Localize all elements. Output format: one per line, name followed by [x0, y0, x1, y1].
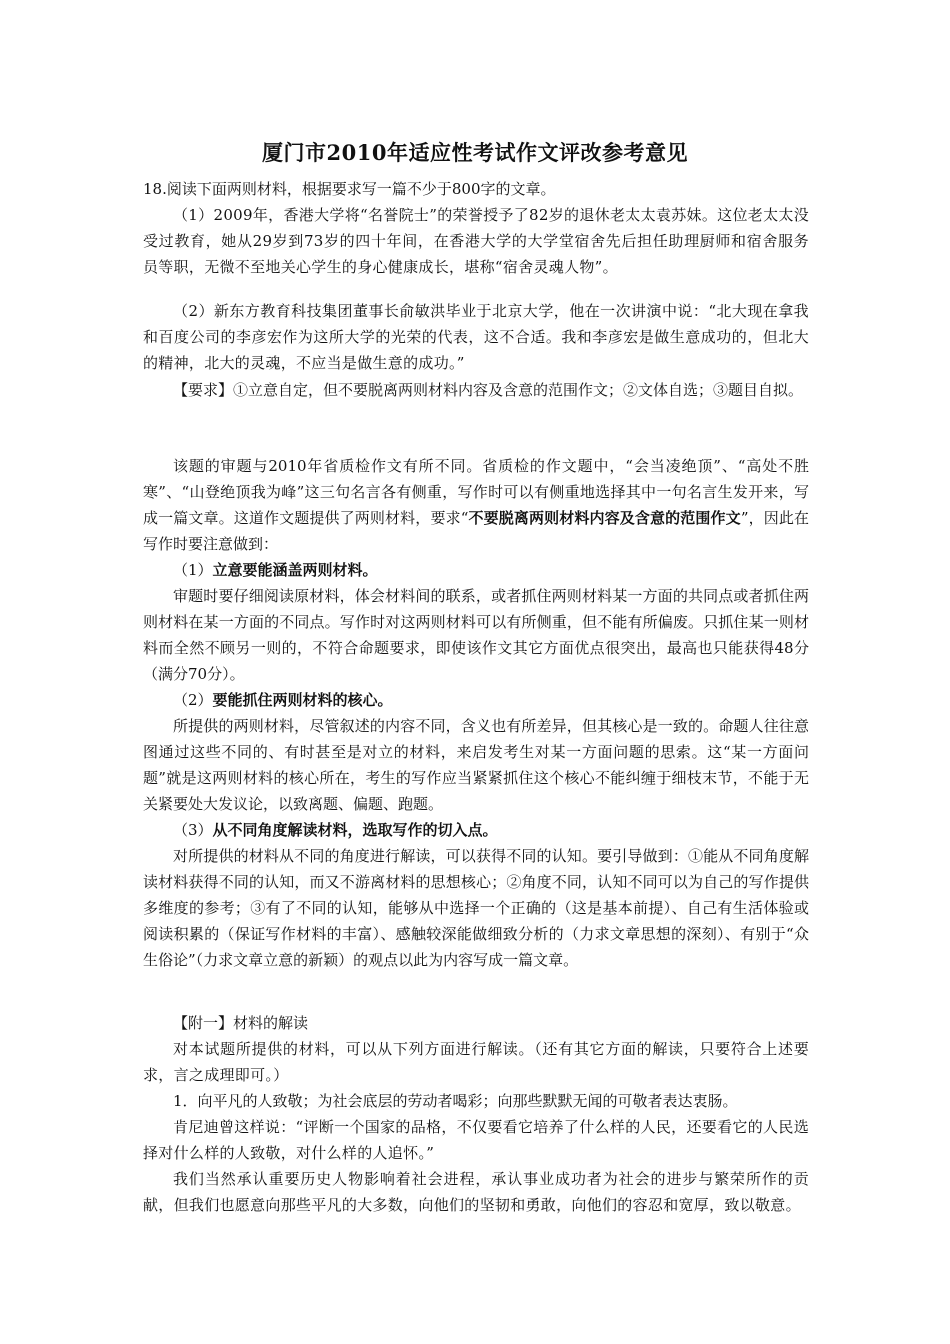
- point-2-number: （2）: [173, 691, 213, 709]
- appendix-heading: 【附一】材料的解读: [173, 1014, 309, 1032]
- point-2-body: 所提供的两则材料，尽管叙述的内容不同，含义也有所差异，但其核心是一致的。命题人往往意图通过这些不同的、有时甚至是对立的材料，来启发考生对某一方面问题的思索。这“某一方面问题”就是这两则材料的核心所在，考生的写作应当紧紧抓住这个核心不能纠缠于细枝末节，不能于无关紧要处大发议论，以致离题、偏题、跑题。: [143, 717, 809, 813]
- material-1: （1）2009年，香港大学将“名誉院士”的荣誉授予了82岁的退休老太太袁苏妹。这位老太太没受过教育，她从29岁到73岁的四十年间，在香港大学的大学堂宿舍先后担任助理厨师和宿舍服务员等职，无微不至地关心学生的身心健康成长，堪称“宿舍灵魂人物”。: [143, 206, 809, 276]
- point-3-body: 对所提供的材料从不同的角度进行解读，可以获得不同的认知。要引导做到：①能从不同角度解读材料获得不同的认知，而又不游离材料的思想核心；②角度不同，认知不同可以为自己的写作提供多维度的参考；③有了不同的认知，能够从中选择一个正确的（这是基本前提）、自己有生活体验或阅读积累的（保证写作材料的丰富）、感触较深能做细致分析的（力求文章思想的深刻）、有别于“众生俗论”（力求文章立意的新颖）的观点以此为内容写成一篇文章。: [143, 847, 809, 969]
- point-3-title: 从不同角度解读材料，选取写作的切入点。: [212, 821, 498, 839]
- question-prompt: 18.阅读下面两则材料，根据要求写一篇不少于800字的文章。: [143, 180, 556, 198]
- analysis-intro-text: 该题的审题与2010年省质检作文有所不同。省质检的作文题中，“会当凌绝顶”、“高处不胜寒”、“山登绝顶我为峰”这三句名言各有侧重，写作时可以有侧重地选择其中一句名言生发开来，写成一篇文章。这道作文题提供了两则材料，要求“: [143, 457, 809, 527]
- appendix-intro: 对本试题所提供的材料，可以从下列方面进行解读。（还有其它方面的解读，只要符合上述要求，言之成理即可。）: [143, 1040, 809, 1084]
- appendix-quote: 肯尼迪曾这样说：“评断一个国家的品格，不仅要看它培养了什么样的人民，还要看它的人民选择对什么样的人致敬，对什么样的人追怀。”: [143, 1118, 809, 1162]
- requirement: 【要求】①立意自定，但不要脱离两则材料内容及含意的范围作文；②文体自选；③题目自拟。: [173, 381, 804, 399]
- point-1-number: （1）: [173, 561, 213, 579]
- appendix-item-1: 1．向平凡的人致敬；为社会底层的劳动者喝彩；向那些默默无闻的可敬者表达衷肠。: [173, 1092, 738, 1110]
- point-1-body: 审题时要仔细阅读原材料，体会材料间的联系，或者抓住两则材料某一方面的共同点或者抓住两则材料在某一方面的不同点。写作时对这两则材料可以有所侧重，但不能有所偏废。只抓住某一则材料而全然不顾另一则的，不符合命题要求，即使该作文其它方面优点很突出，最高也只能获得48分（满分70分）。: [143, 587, 809, 683]
- point-1-heading: [143, 557, 809, 583]
- point-1-title: 立意要能涵盖两则材料。: [212, 561, 378, 579]
- point-2-title: 要能抓住两则材料的核心。: [212, 691, 393, 709]
- point-2-heading: [143, 687, 809, 713]
- analysis-intro-tail: ”，因此在写作时要注意做到：: [143, 509, 809, 553]
- material-2: （2）新东方教育科技集团董事长俞敏洪毕业于北京大学，他在一次讲演中说：“北大现在拿我和百度公司的李彦宏作为这所大学的光荣的代表，这不合适。我和李彦宏是做生意成功的，但北大的精神，北大的灵魂，不应当是做生意的成功。”: [143, 302, 809, 372]
- appendix-closing: 我们当然承认重要历史人物影响着社会进程，承认事业成功者为社会的进步与繁荣所作的贡献，但我们也愿意向那些平凡的大多数，向他们的坚韧和勇敢，向他们的容忍和宽厚，致以敬意。: [143, 1170, 809, 1214]
- analysis-intro: [143, 453, 809, 557]
- analysis-intro-emphasis: 不要脱离两则材料内容及含意的范围作文: [468, 509, 741, 527]
- document-title: 厦门市2010年适应性考试作文评改参考意见: [262, 140, 688, 165]
- point-3-heading: [143, 817, 809, 843]
- point-3-number: （3）: [173, 821, 213, 839]
